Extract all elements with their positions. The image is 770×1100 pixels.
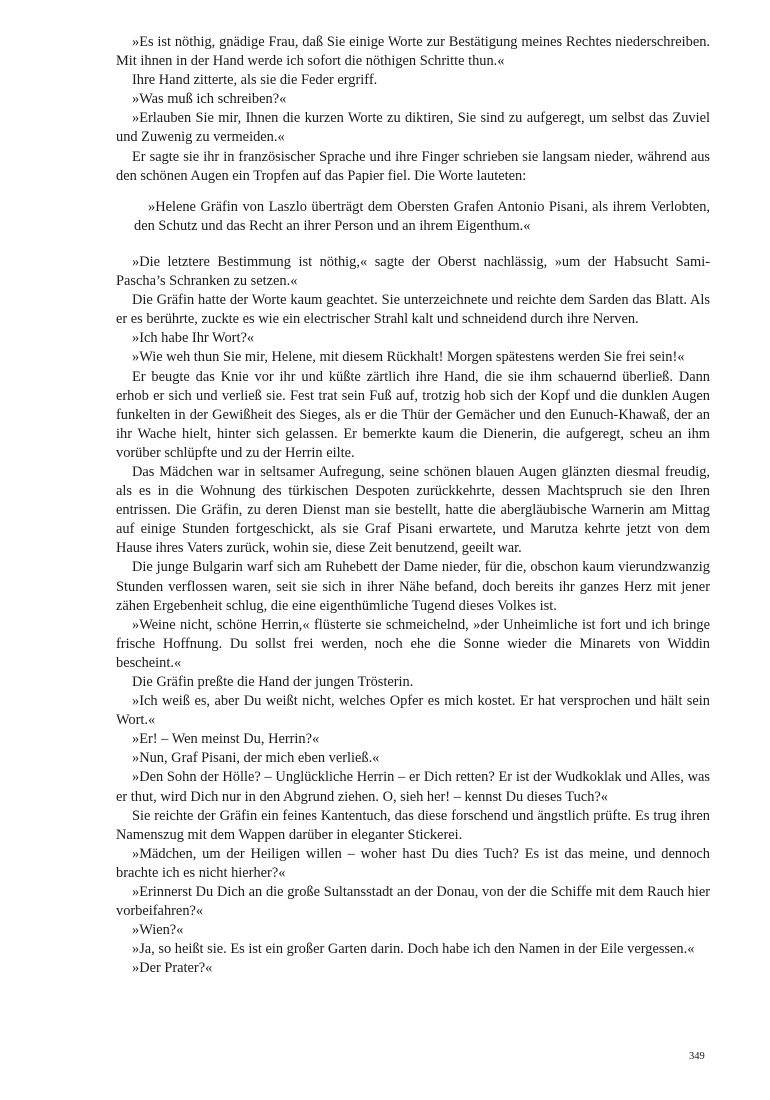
paragraph: »Erlauben Sie mir, Ihnen die kurzen Worte zu diktiren, Sie sind zu aufgeregt, um selbst das Zuviel und Zuwenig zu vermeiden.« bbox=[116, 110, 710, 146]
paragraph: »Wien?« bbox=[132, 922, 184, 939]
paragraph: Das Mädchen war in seltsamer Aufregung, seine schönen blauen Augen glänzten diesmal freudig, als es in die Wohnung des türkischen Despoten zurückkehrte, dessen Machtspruch sie den Ihren entrissen. Die Gräfin, zu deren Dienst man sie bestellt, hatte die abergläubische Warnerin am Mittag auf einige Stunden fortgeschickt, als sie Graf Pisani erwartete, und Marutza kehrte jetzt von dem Hause ihres Vaters zurück, wohin sie, diese Zeit benutzend, geeilt war. bbox=[116, 463, 710, 557]
paragraph: »Was muß ich schreiben?« bbox=[132, 91, 287, 108]
paragraph: »Die letztere Bestimmung ist nöthig,« sagte der Oberst nachlässig, »um der Habsucht Sami-Pascha’s Schranken zu setzen.« bbox=[116, 253, 710, 290]
paragraph: »Der Prater?« bbox=[132, 960, 213, 977]
paragraph: Die junge Bulgarin warf sich am Ruhebett der Dame nieder, für die, obschon kaum vierundzwanzig Stunden verflossen waren, seit sie sich in ihrer Nähe befand, doch bereits ihr ganzes Herz mit jener zähen Ergebenheit schlug, die eine eigenthümliche Tugend dieses Volkes ist. bbox=[116, 559, 710, 614]
paragraph: »Ja, so heißt sie. Es ist ein großer Garten darin. Doch habe ich den Namen in der Eile vergessen.« bbox=[132, 941, 695, 958]
paragraph: »Nun, Graf Pisani, der mich eben verließ.« bbox=[132, 750, 380, 767]
paragraph: »Mädchen, um der Heiligen willen – woher hast Du dies Tuch? Es ist das meine, und dennoch brachte ich es nicht hierher?« bbox=[116, 845, 710, 881]
paragraph: »Wie weh thun Sie mir, Helene, mit diesem Rückhalt! Morgen spätestens werden Sie frei sein!« bbox=[132, 349, 685, 366]
paragraph: »Erinnerst Du Dich an die große Sultansstadt an der Donau, von der die Schiffe mit dem Rauch hier vorbeifahren?« bbox=[116, 884, 710, 920]
book-page-text bbox=[116, 33, 710, 979]
paragraph: »Es ist nöthig, gnädige Frau, daß Sie einige Worte zur Bestätigung meines Rechtes niederschreiben. Mit ihnen in der Hand werde ich sofort die nöthigen Schritte thun.« bbox=[116, 34, 710, 70]
paragraph: »Ich habe Ihr Wort?« bbox=[132, 330, 255, 347]
paragraph: Er beugte das Knie vor ihr und küßte zärtlich ihre Hand, die sie ihm schauernd überließ. Dann erhob er sich und verließ sie. Fest trat sein Fuß auf, trotzig hob sich der Kopf und die dunklen Augen funkelten in der Gewißheit des Sieges, als er die Thür der Gemächer und den Eunuch-Khawaß, der an ihr Wache hielt, hinter sich gelassen. Er bemerkte kaum die Dienerin, die aufgeregt, scheu an ihm vorüber schlüpfte und zu der Herrin eilte. bbox=[116, 368, 710, 461]
paragraph: »Ich weiß es, aber Du weißt nicht, welches Opfer es mich kostet. Er hat versprochen und hält sein Wort.« bbox=[116, 693, 710, 729]
paragraph: Die Gräfin preßte die Hand der jungen Trösterin. bbox=[132, 674, 414, 690]
paragraph: »Den Sohn der Hölle? – Unglückliche Herrin – er Dich retten? Er ist der Wudkoklak und Alles, was er thut, wird Dich nur in den Abgrund ziehen. O, sieh her! – kennst Du dieses Tuch?« bbox=[116, 769, 710, 805]
block-quote: »Helene Gräfin von Laszlo überträgt dem Obersten Grafen Antonio Pisani, als ihrem Verlobten, den Schutz und das Recht an ihrer Person und an ihrem Eigenthum.« bbox=[134, 198, 710, 234]
page-number: 349 bbox=[689, 1051, 705, 1062]
paragraph: Die Gräfin hatte der Worte kaum geachtet. Sie unterzeichnete und reichte dem Sarden das Blatt. Als er es berührte, zuckte es wie ein electrischer Strahl kalt und schneidend durch ihre Nerven. bbox=[116, 292, 710, 328]
paragraph: Er sagte sie ihr in französischer Sprache und ihre Finger schrieben sie langsam nieder, während aus den schönen Augen ein Tropfen auf das Papier fiel. Die Worte lauteten: bbox=[116, 148, 710, 184]
paragraph: »Er! – Wen meinst Du, Herrin?« bbox=[132, 731, 320, 748]
paragraph: »Weine nicht, schöne Herrin,« flüsterte sie schmeichelnd, »der Unheimliche ist fort und ich bringe frische Hoffnung. Du sollst frei werden, noch ehe die Sonne wieder die Minarets von Widdin bescheint.« bbox=[116, 616, 710, 671]
paragraph: Ihre Hand zitterte, als sie die Feder ergriff. bbox=[132, 72, 378, 89]
paragraph: Sie reichte der Gräfin ein feines Kantentuch, das diese forschend und ängstlich prüfte. Es trug ihren Namenszug mit dem Wappen darüber in eleganter Stickerei. bbox=[116, 807, 710, 843]
